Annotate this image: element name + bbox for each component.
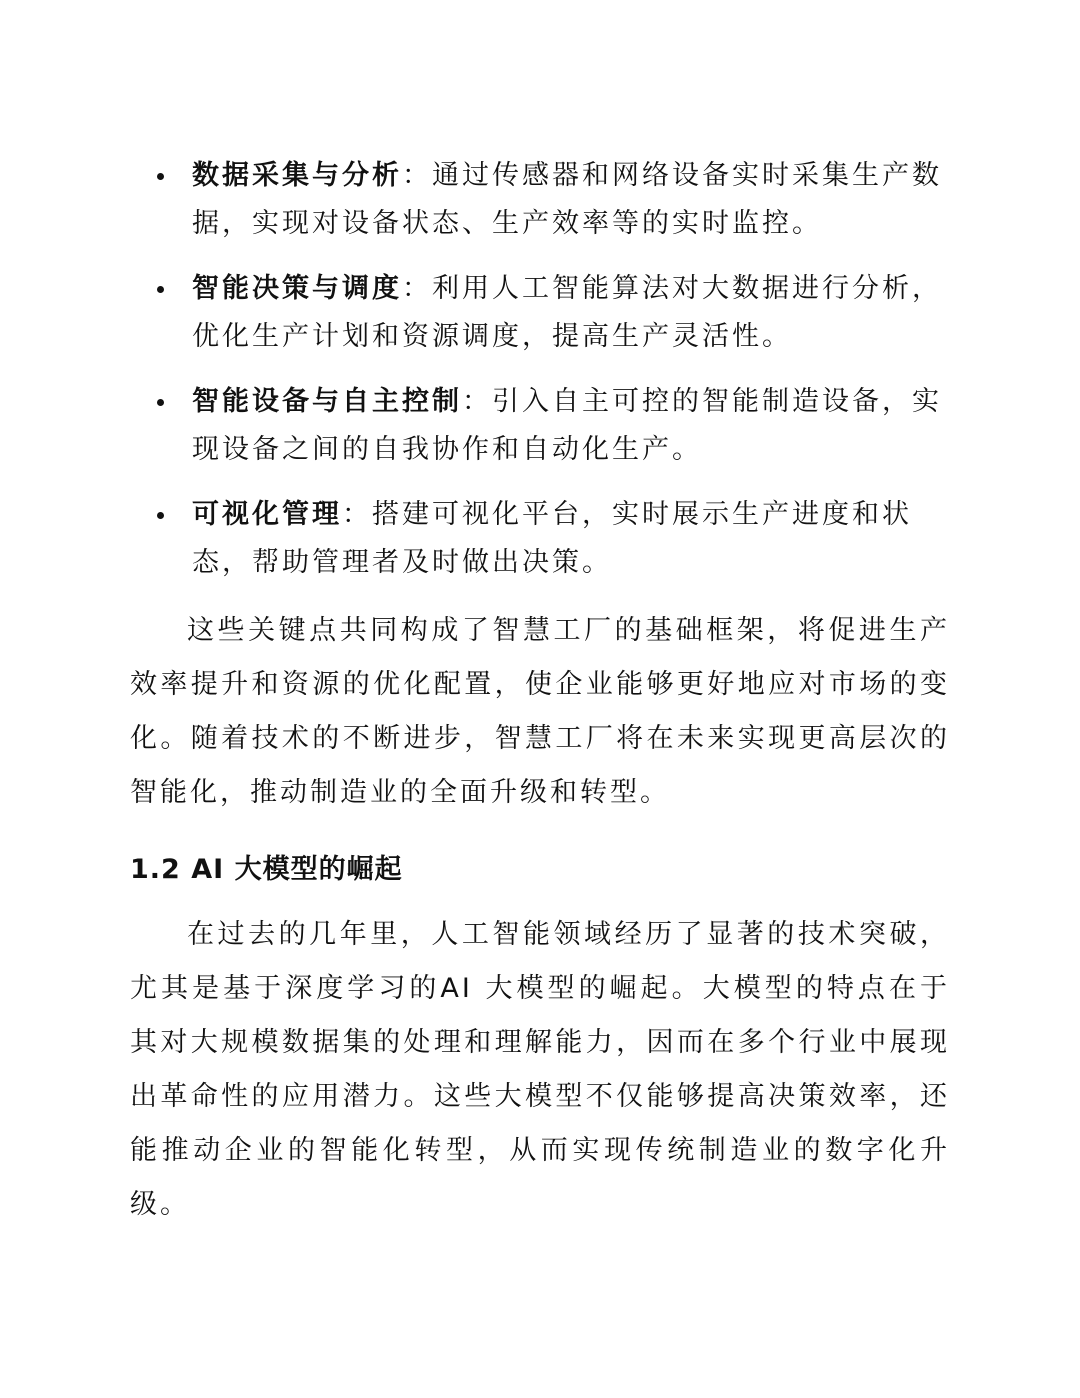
list-item <box>130 265 950 361</box>
bullet-icon <box>157 173 164 180</box>
bullet-term: 数据采集与分析 <box>192 160 402 191</box>
bullet-icon <box>157 286 164 293</box>
bullet-text: ：引入自主可控的智能制造设备，实现设备之间的自我协作和自动化生产。 <box>192 386 942 465</box>
bullet-text: ：通过传感器和网络设备实时采集生产数据，实现对设备状态、生产效率等的实时监控。 <box>192 160 942 239</box>
list-item <box>130 378 950 474</box>
bullet-text: ：搭建可视化平台，实时展示生产进度和状态，帮助管理者及时做出决策。 <box>192 499 912 578</box>
body-paragraph: 在过去的几年里，人工智能领域经历了显著的技术突破，尤其是基于深度学习的AI 大模型的崛起。大模型的特点在于其对大规模数据集的处理和理解能力，因而在多个行业中展现出革命性的应用潜力。这些大模型不仅能够提高决策效率，还能推动企业的智能化转型，从而实现传统制造业的数字化升级。 <box>130 919 950 1220</box>
bullet-text: ：利用人工智能算法对大数据进行分析，优化生产计划和资源调度，提高生产灵活性。 <box>192 273 942 352</box>
bullet-term: 智能设备与自主控制 <box>192 386 462 417</box>
list-item <box>130 491 950 587</box>
bullet-term: 可视化管理 <box>192 499 342 530</box>
summary-paragraph: 这些关键点共同构成了智慧工厂的基础框架，将促进生产效率提升和资源的优化配置，使企业能够更好地应对市场的变化。随着技术的不断进步，智慧工厂将在未来实现更高层次的智能化，推动制造业的全面升级和转型。 <box>130 615 950 808</box>
bullet-icon <box>157 512 164 519</box>
bullet-term: 智能决策与调度 <box>192 273 402 304</box>
section-heading: 1.2 AI 大模型的崛起 <box>130 854 403 885</box>
bullet-icon <box>157 399 164 406</box>
key-points-list <box>130 152 950 604</box>
list-item <box>130 152 950 248</box>
